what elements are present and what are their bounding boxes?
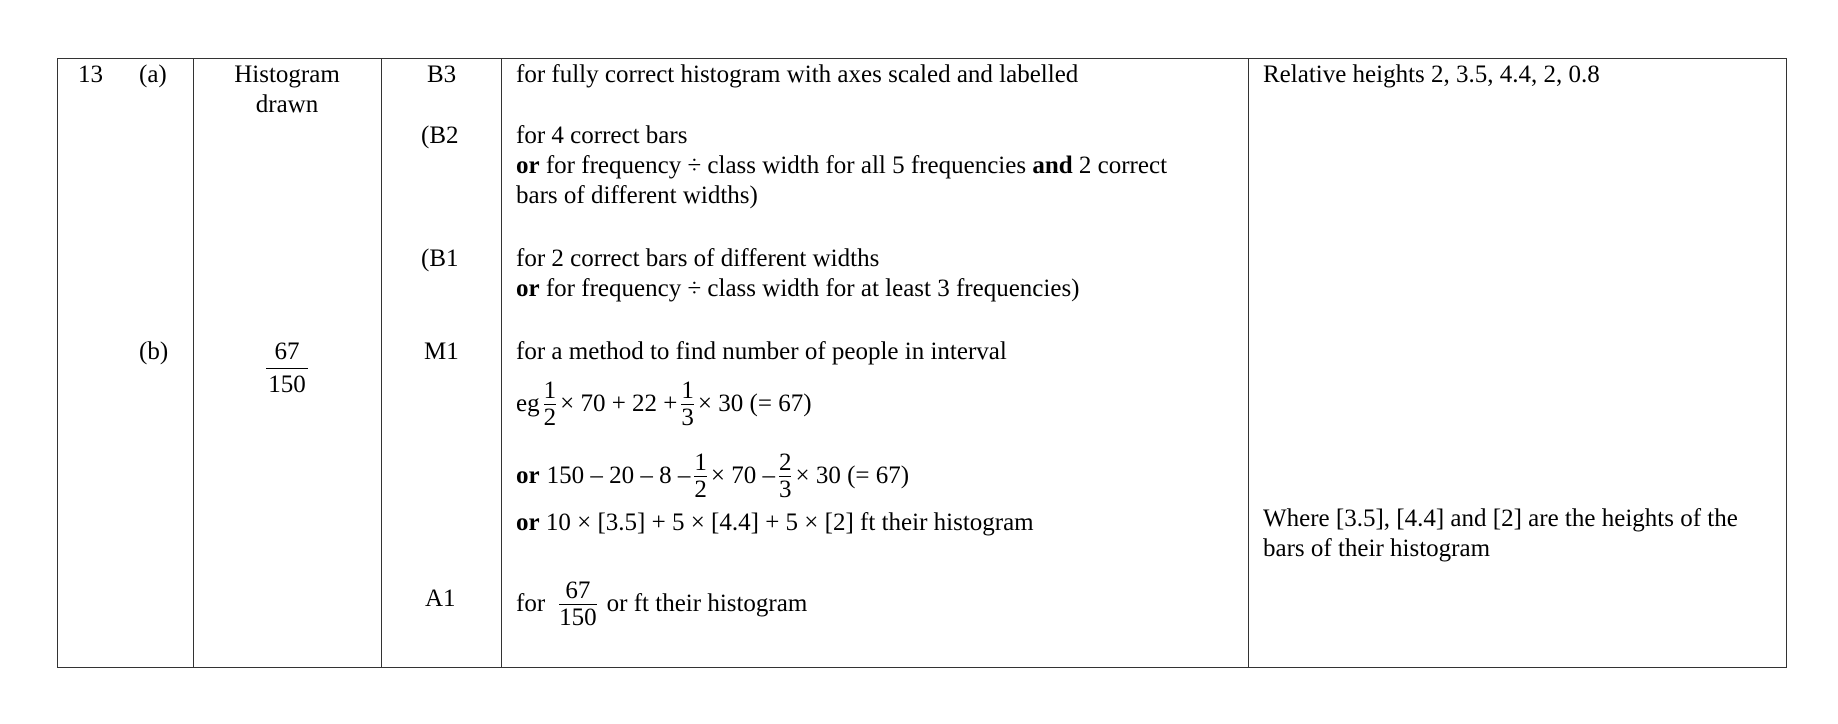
numerator: 2 — [778, 448, 792, 476]
b1-guidance-line1: for 2 correct bars of different widths — [516, 245, 880, 272]
and-keyword: and — [1032, 152, 1073, 179]
m1-guidance-line1: for a method to find number of people in interval — [516, 338, 1007, 365]
answer-b-denominator: 150 — [268, 371, 306, 398]
answer-a-line2: drawn — [255, 91, 319, 118]
working-text: 150 – 20 – 8 – — [546, 462, 691, 489]
fraction — [559, 578, 597, 631]
part-a-label: (a) — [139, 61, 167, 88]
answer-a-line1: Histogram — [234, 61, 340, 88]
b2-guidance-line2 — [516, 151, 1167, 181]
or-keyword: or — [516, 462, 540, 489]
m1-histogram-working — [516, 508, 1034, 538]
working-text: × 30 (= 67) — [697, 390, 812, 417]
fraction — [681, 378, 694, 431]
fraction — [694, 450, 707, 503]
part-a-comment: Relative heights 2, 3.5, 4.4, 2, 0.8 — [1263, 61, 1600, 88]
fraction-bar — [266, 368, 308, 369]
mark-a1: A1 — [425, 585, 456, 612]
b2-guidance-text: for frequency ÷ class width for all 5 frequencies — [539, 152, 1033, 179]
working-text: 10 × [3.5] + 5 × [4.4] + 5 × [2] ft their histogram — [539, 509, 1034, 536]
b2-guidance-line1: for 4 correct bars — [516, 122, 688, 149]
numerator: 1 — [694, 448, 707, 476]
denominator: 150 — [559, 603, 597, 631]
mark-b3: B3 — [427, 61, 457, 88]
working-text: × 70 – — [710, 462, 775, 489]
column-divider — [501, 58, 502, 668]
mark-b1: (B1 — [421, 245, 459, 272]
numerator: 1 — [543, 376, 557, 404]
answer-b-numerator: 67 — [274, 338, 300, 365]
column-divider — [381, 58, 382, 668]
column-divider — [1248, 58, 1249, 668]
numerator: 1 — [681, 376, 694, 404]
column-divider — [193, 58, 194, 668]
denominator: 3 — [681, 403, 694, 431]
m1-eg-working — [516, 372, 812, 436]
or-keyword: or — [516, 509, 540, 536]
m1-alternative-working — [516, 444, 909, 508]
fraction — [779, 450, 792, 503]
b1-guidance-text: for frequency ÷ class width for at least 3 frequencies) — [539, 275, 1080, 302]
answer-b-fraction — [266, 338, 308, 399]
a1-for: for — [516, 590, 546, 617]
working-text: × 30 (= 67) — [795, 462, 910, 489]
denominator: 2 — [543, 403, 557, 431]
b2-guidance-line3: bars of different widths) — [516, 182, 758, 209]
question-number: 13 — [78, 61, 103, 88]
b1-guidance-line2 — [516, 274, 1080, 304]
b3-guidance: for fully correct histogram with axes scaled and labelled — [516, 61, 1079, 88]
working-text: × 70 + 22 + — [560, 390, 678, 417]
or-keyword: or — [516, 275, 540, 302]
a1-text: or ft their histogram — [606, 590, 808, 617]
b2-guidance-text-end: 2 correct — [1072, 152, 1168, 179]
numerator: 67 — [565, 576, 591, 604]
mark-m1: M1 — [424, 338, 459, 365]
denominator: 2 — [694, 475, 707, 503]
part-b-comment-line2: bars of their histogram — [1263, 535, 1491, 562]
part-b-label: (b) — [139, 338, 169, 365]
fraction — [544, 378, 557, 431]
denominator: 3 — [778, 475, 792, 503]
mark-b2: (B2 — [421, 122, 459, 149]
a1-guidance — [516, 572, 807, 636]
or-keyword: or — [516, 152, 540, 179]
eg-label: eg — [516, 390, 540, 417]
part-b-comment-line1: Where [3.5], [4.4] and [2] are the heights of the — [1263, 505, 1738, 532]
